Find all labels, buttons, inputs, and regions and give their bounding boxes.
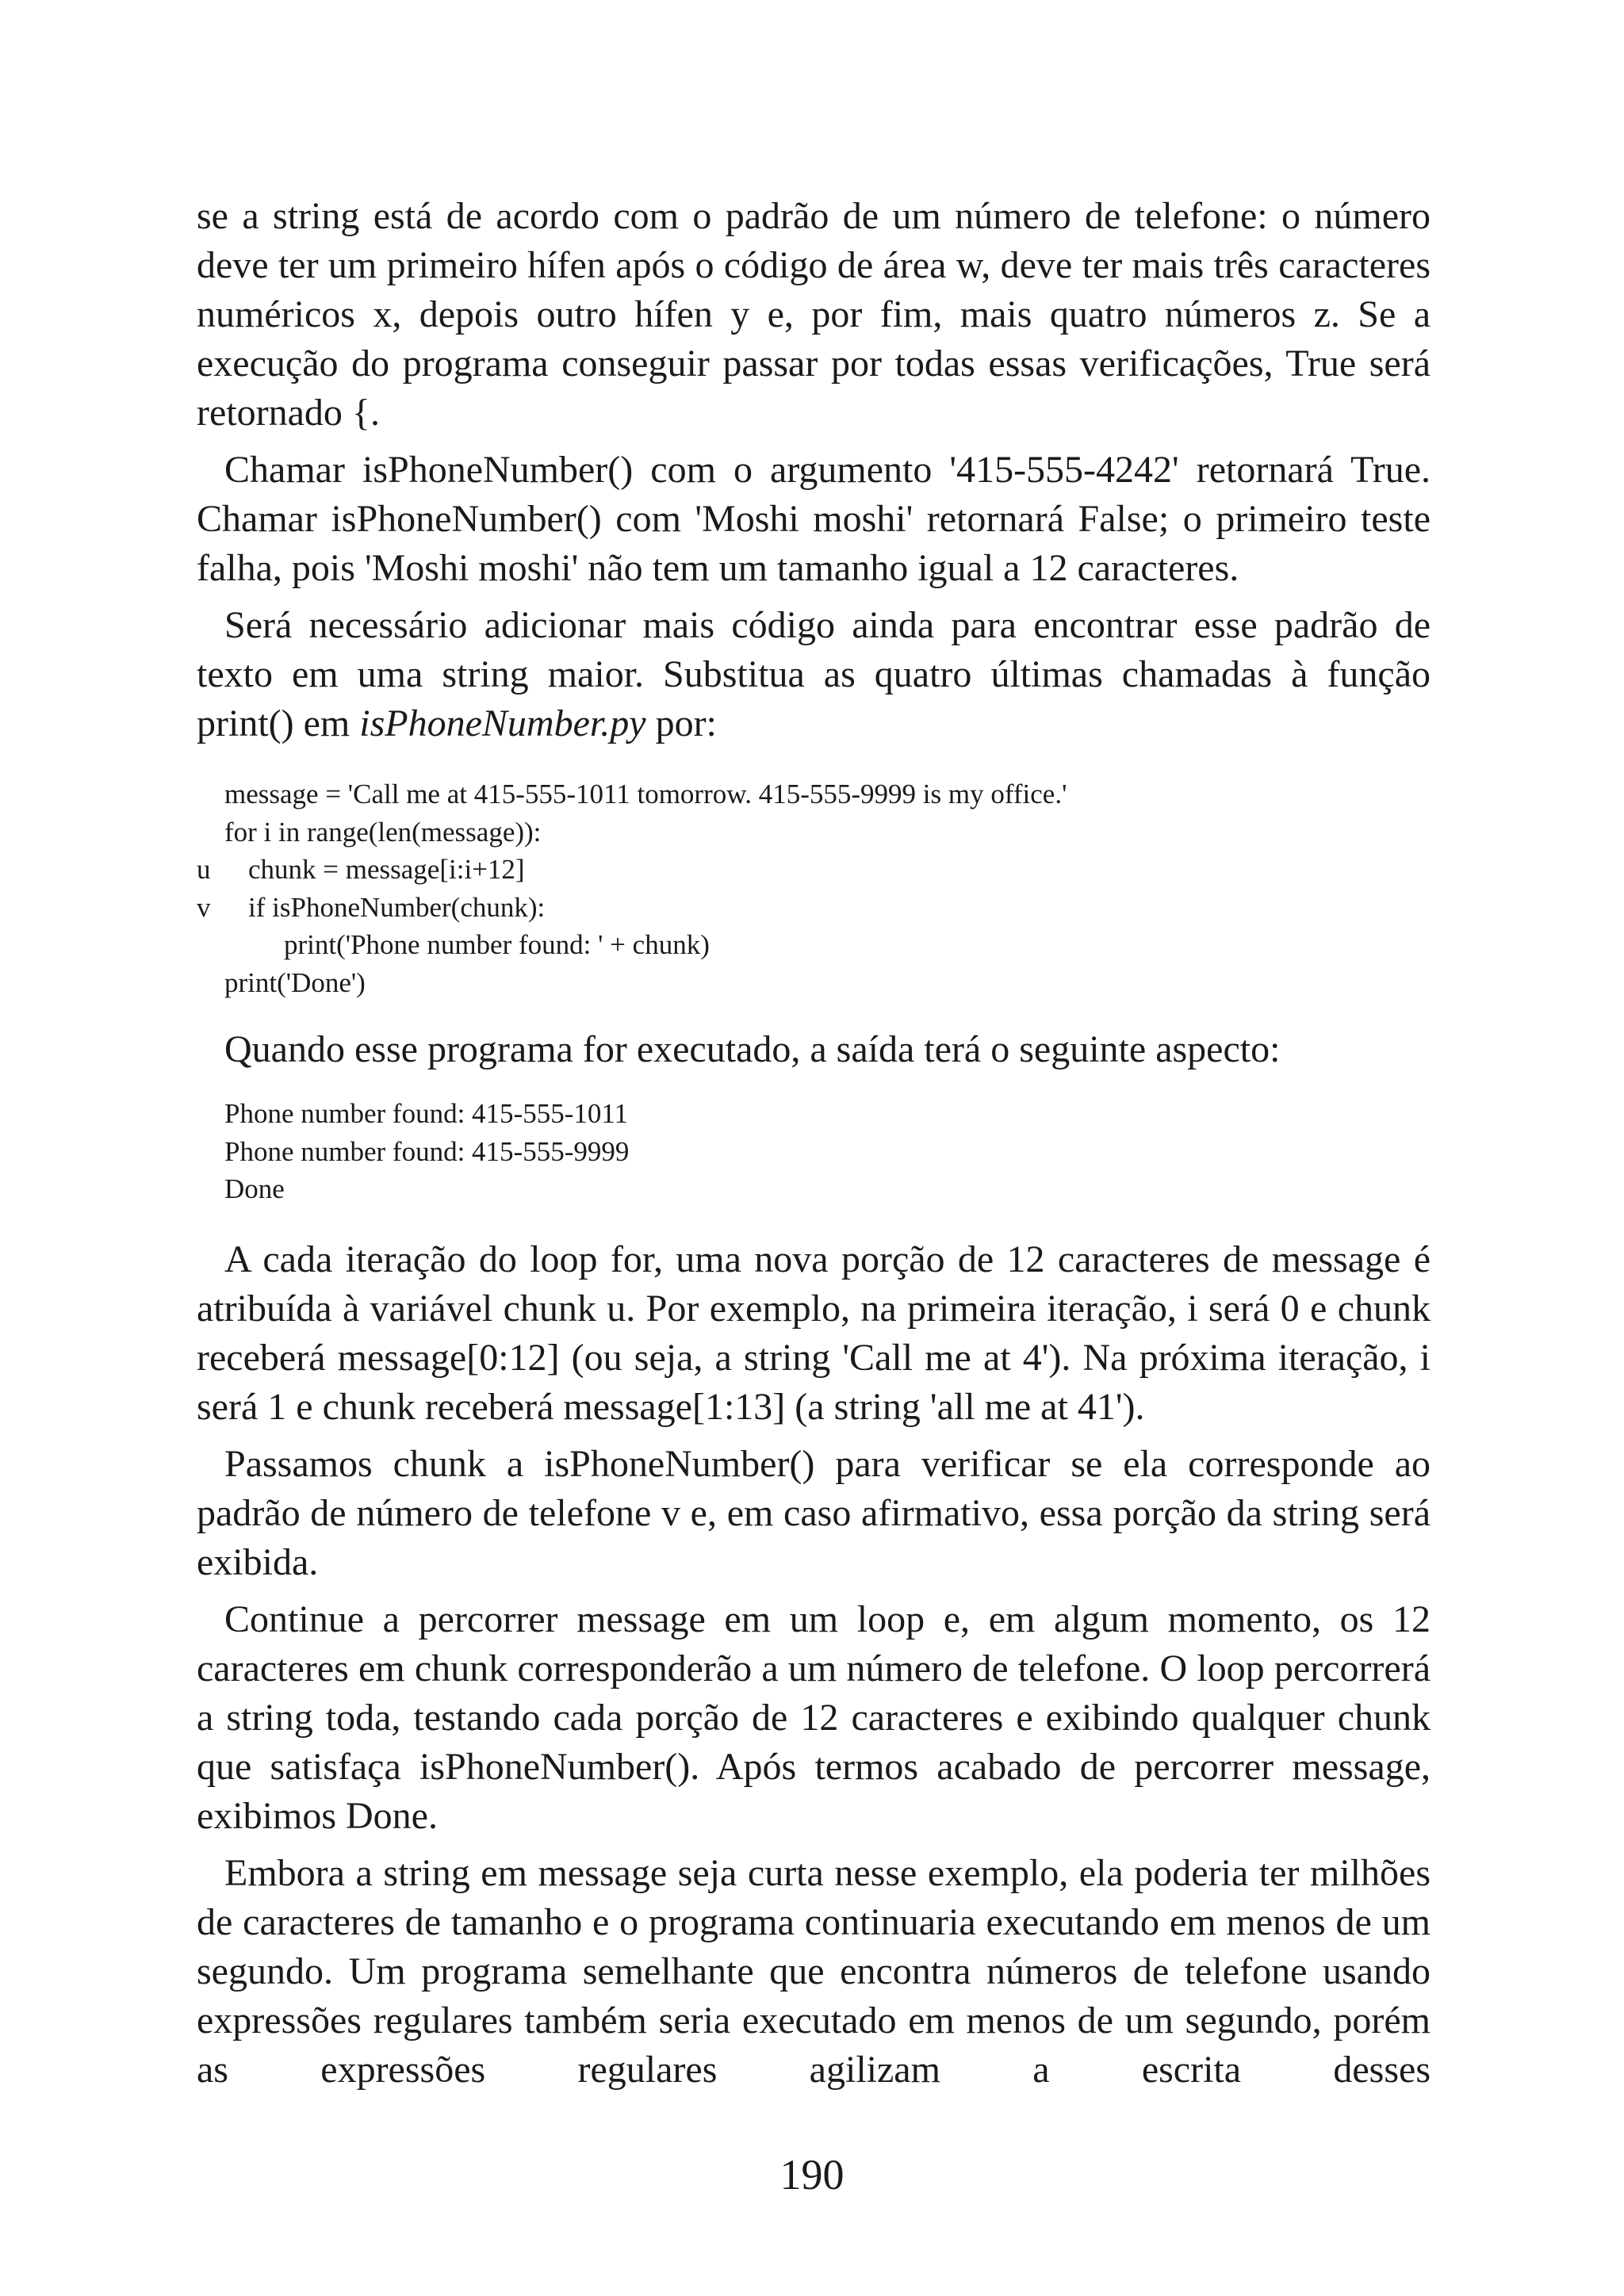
paragraph: Quando esse programa for executado, a saída terá o seguinte aspecto: bbox=[224, 1028, 1281, 1070]
paragraph: Passamos chunk a isPhoneNumber() para verificar se ela corresponde ao padrão de número de telefone v e, em caso afirmativo, essa porção da string será exibida. bbox=[197, 1442, 1431, 1583]
paragraph: Embora a string em message seja curta nesse exemplo, ela poderia ter milhões de caracteres de tamanho e o programa continuaria executando em menos de um segundo. Um programa semelhante que encontra números de telefone usando expressões regulares também seria executado em menos de um segundo, porém as expressões regulares agilizam a escrita desses bbox=[197, 1851, 1431, 2091]
code-line bbox=[197, 889, 1431, 927]
code-text: print('Done') bbox=[224, 966, 366, 998]
code-marker: v bbox=[197, 891, 211, 923]
code-listing bbox=[197, 775, 1431, 1001]
paragraph: A cada iteração do loop for, uma nova porção de 12 caracteres de message é atribuída à variável chunk u. Por exemplo, na primeira iteração, i será 0 e chunk receberá message[0:12] (ou seja, a string 'Call me at 4'). Na próxima iteração, i será 1 e chunk receberá message[1:13] (a string 'all me at 41'). bbox=[197, 1238, 1431, 1428]
output-line: Phone number found: 415-555-1011 bbox=[224, 1098, 629, 1129]
code-line bbox=[197, 964, 1431, 1002]
code-marker: u bbox=[197, 854, 211, 885]
code-text: for i in range(len(message)): bbox=[224, 816, 542, 848]
paragraph: Continue a percorrer message em um loop e, em algum momento, os 12 caracteres em chunk corresponderão a um número de telefone. O loop percorrerá a string toda, testando cada porção de 12 caracteres e exibindo qualquer chunk que satisfaça isPhoneNumber(). Após termos acabado de percorrer message, exibimos Done. bbox=[197, 1598, 1431, 1837]
paragraph: Chamar isPhoneNumber() com o argumento '415-555-4242' retornará True. Chamar isPhoneNumber() com 'Moshi moshi' retornará False; o primeiro teste falha, pois 'Moshi moshi' não tem um tamanho igual a 12 caracteres. bbox=[197, 449, 1431, 589]
paragraph bbox=[197, 601, 1431, 748]
text-column bbox=[197, 192, 1431, 2103]
code-text: print('Phone number found: ' + chunk) bbox=[284, 929, 710, 960]
output-line: Phone number found: 415-555-9999 bbox=[224, 1135, 630, 1167]
program-output bbox=[197, 1095, 1431, 1208]
filename: isPhoneNumber.py bbox=[359, 702, 646, 744]
paragraph-text: por: bbox=[645, 702, 717, 744]
paragraph-text: Será necessário adicionar mais código ainda para encontrar esse padrão de texto em uma string maior. Substitua as quatro últimas chamadas à função print() em bbox=[197, 604, 1431, 744]
code-line bbox=[197, 851, 1431, 889]
code-line bbox=[197, 926, 1431, 964]
code-text: if isPhoneNumber(chunk): bbox=[248, 891, 546, 923]
output-line: Done bbox=[224, 1173, 285, 1204]
code-text: chunk = message[i:i+12] bbox=[248, 854, 525, 885]
code-line bbox=[197, 775, 1431, 813]
code-line bbox=[197, 813, 1431, 851]
paragraph: se a string está de acordo com o padrão de um número de telefone: o número deve ter um primeiro hífen após o código de área w, deve ter mais três caracteres numéricos x, depois outro hífen y e, por fim, mais quatro números z. Se a execução do programa conseguir passar por todas essas verificações, True será retornado {. bbox=[197, 195, 1431, 434]
code-text: message = 'Call me at 415-555-1011 tomorrow. 415-555-9999 is my office.' bbox=[224, 779, 1067, 809]
page-number: 190 bbox=[779, 2151, 845, 2198]
